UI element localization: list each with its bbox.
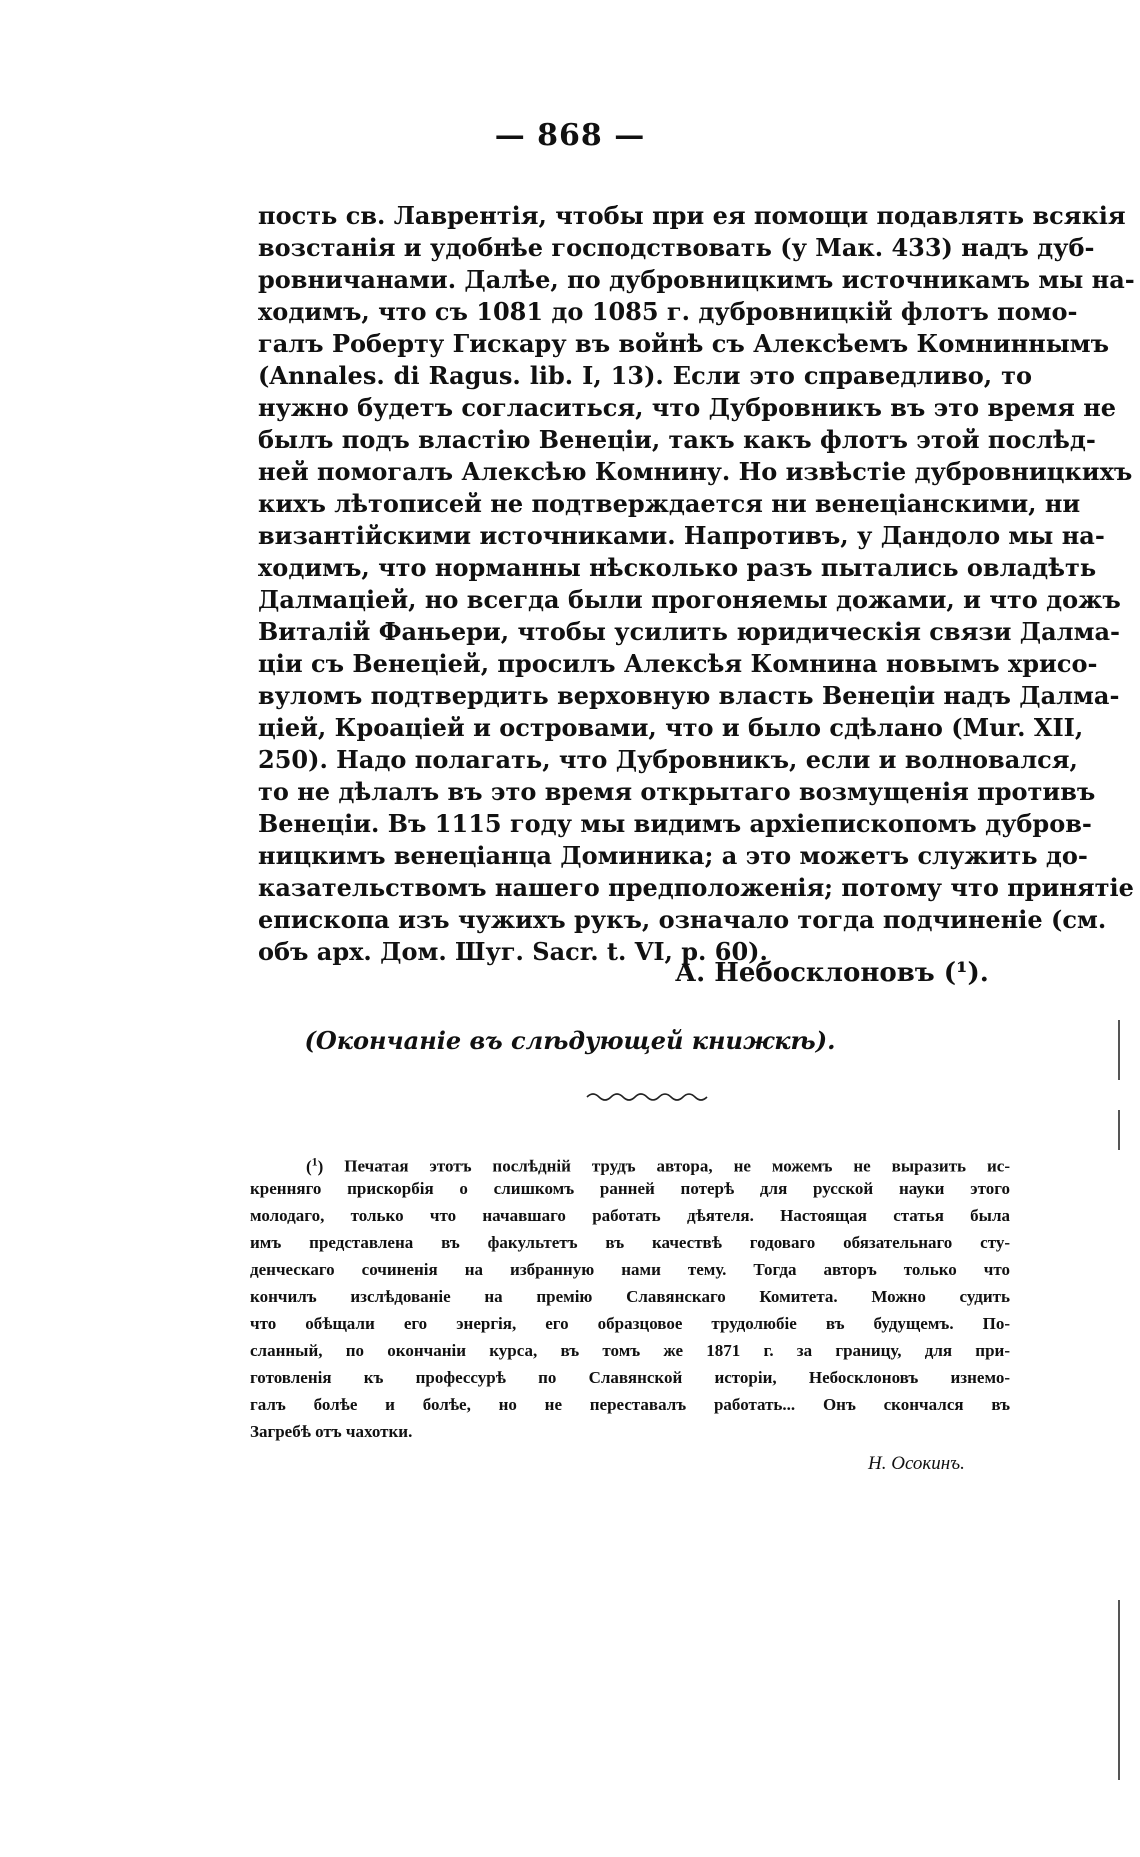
main-text-block xyxy=(258,200,1135,968)
scan-edge-mark xyxy=(1118,1020,1120,1080)
footnote-line: готовленія къ профессурѣ по Славянской исторіи, Небосклоновъ изнемо- xyxy=(250,1368,1010,1387)
text-line: былъ подъ властію Венеціи, такъ какъ флотъ этой послѣд- xyxy=(258,425,1096,454)
text-line: Венеціи. Въ 1115 году мы видимъ архіепископомъ дубров- xyxy=(258,809,1092,838)
footnote-line: денческаго сочиненія на избранную нами тему. Тогда авторъ только что xyxy=(250,1260,1010,1279)
text-line: 250). Надо полагать, что Дубровникъ, если и волновался, xyxy=(258,745,1078,774)
text-line: византійскими источниками. Напротивъ, у Дандоло мы на- xyxy=(258,521,1105,550)
text-line: ницкимъ венеціанца Доминика; а это можетъ служить до- xyxy=(258,841,1088,870)
footnote-line: имъ представлена въ факультетъ въ качествѣ годоваго обязательнаго сту- xyxy=(250,1233,1010,1252)
footnote-marker-number: 1 xyxy=(311,1154,318,1168)
text-line: вуломъ подтвердить верховную власть Венеціи надъ Далма- xyxy=(258,681,1120,710)
text-line: нужно будетъ согласиться, что Дубровникъ въ это время не xyxy=(258,393,1117,422)
text-line: ходимъ, что норманны нѣсколько разъ пытались овладѣть xyxy=(258,553,1097,582)
footnote-line: молодаго, только что начавшаго работать дѣятеля. Настоящая статья была xyxy=(250,1206,1010,1225)
footnote-line: Загребѣ отъ чахотки. xyxy=(250,1422,413,1441)
text-line: епископа изъ чужихъ рукъ, означало тогда подчиненіе (см. xyxy=(258,905,1107,934)
text-line: Далмаціей, но всегда были прогоняемы дожами, и что дожъ xyxy=(258,585,1121,614)
wavy-ornament xyxy=(585,1090,715,1104)
footnote-line: кренняго прискорбія о слишкомъ ранней потерѣ для русской науки этого xyxy=(250,1179,1010,1198)
footnote-signature: Н. Осокинъ. xyxy=(868,1453,965,1474)
scan-edge-mark xyxy=(1118,1110,1120,1150)
continuation-note: (Окончаніе въ слѣдующей книжкѣ). xyxy=(304,1026,836,1055)
footnote-block xyxy=(250,1148,1010,1445)
footnote-line xyxy=(250,1148,1010,1175)
text-line: ровничанами. Далѣе, по дубровницкимъ источникамъ мы на- xyxy=(258,265,1135,294)
page-number: — 868 — xyxy=(494,118,646,153)
footnote-line: галъ болѣе и болѣе, но не переставалъ работать... Онъ скончался въ xyxy=(250,1395,1010,1414)
footnote-line-text: Печатая этотъ послѣдній трудъ автора, не можемъ не выразить ис- xyxy=(344,1156,1010,1176)
text-line: Виталій Фаньери, чтобы усилить юридическія связи Далма- xyxy=(258,617,1120,646)
scan-edge-mark xyxy=(1118,1600,1120,1780)
text-line: казательствомъ нашего предположенія; потому что принятіе xyxy=(258,873,1134,902)
text-line: ціей, Кроаціей и островами, что и было сдѣлано (Mur. XII, xyxy=(258,713,1084,742)
text-line: ней помогалъ Алексѣю Комнину. Но извѣстіе дубровницкихъ xyxy=(258,457,1133,486)
text-line: ціи съ Венеціей, просилъ Алексѣя Комнина новымъ хрисо- xyxy=(258,649,1098,678)
text-line: возстанія и удобнѣе господствовать (у Мак. 433) надъ дуб- xyxy=(258,233,1095,262)
footnote-line: сланный, по окончаніи курса, въ томъ же 1871 г. за границу, для при- xyxy=(250,1341,1010,1360)
text-line: кихъ лѣтописей не подтверждается ни венеціанскими, ни xyxy=(258,489,1081,518)
footnote-line: кончилъ изслѣдованіе на премію Славянскаго Комитета. Можно судить xyxy=(250,1287,1010,1306)
text-line: (Annales. di Ragus. lib. I, 13). Если это справедливо, то xyxy=(258,361,1032,390)
footnote-line: что обѣщали его энергія, его образцовое трудолюбіе въ будущемъ. По- xyxy=(250,1314,1010,1333)
text-line: объ арх. Дом. Шуг. Sacr. t. VI, p. 60). xyxy=(258,937,768,966)
text-line: ходимъ, что съ 1081 до 1085 г. дубровницкій флотъ помо- xyxy=(258,297,1078,326)
text-line: пость св. Лаврентія, чтобы при ея помощи подавлять всякія xyxy=(258,201,1126,230)
author-signature: А. Небосклоновъ (¹). xyxy=(675,958,989,988)
text-line: галъ Роберту Гискару въ войнѣ съ Алексѣемъ Комниннымъ xyxy=(258,329,1110,358)
footnote-marker: ($^1$) xyxy=(306,1154,345,1176)
text-line: то не дѣлалъ въ это время открытаго возмущенія противъ xyxy=(258,777,1096,806)
